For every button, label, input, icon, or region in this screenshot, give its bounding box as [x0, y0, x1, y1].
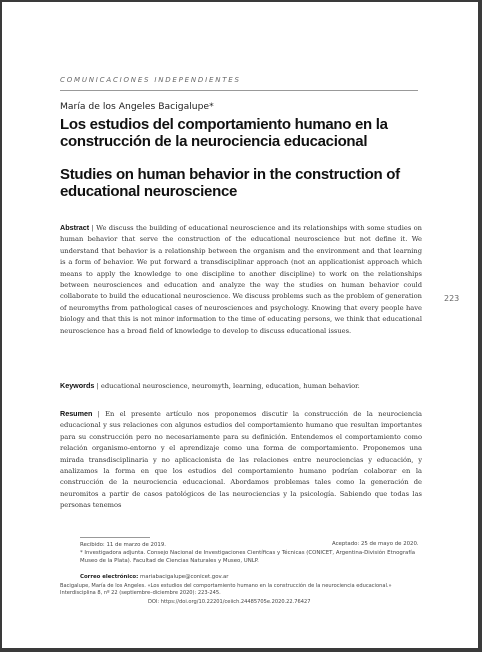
title-english: Studies on human behavior in the construction of educational neuroscience [60, 166, 400, 200]
section-label: COMUNICACIONES INDEPENDIENTES [60, 76, 241, 84]
keywords-text: educational neuroscience, neuromyth, learning, education, human behavior. [100, 382, 360, 390]
page-number: 223 [444, 294, 460, 303]
doi-link[interactable]: DOI: https://doi.org/10.22201/ceiich.24485705e.2020.22.76427 [148, 599, 311, 605]
email-address[interactable]: mariabacigalupe@conicet.gov.ar [139, 574, 229, 580]
investigator-note: * Investigadora adjunta. Consejo Nacional de Investigaciones Científicas y Técnicas (CONICET, Argentina-División Etnografía Museo de la Plata). Facultad de Ciencias Naturales y Museo, UNLP. [80, 550, 416, 565]
received-date: Recibido: 11 de marzo de 2019. [80, 542, 166, 548]
abstract-paragraph: Abstract | We discuss the building of educational neuroscience and its relationships with some studies on human behavior that serve the construction of the educational neuroscience but not define it. We understand that behavior is a relationship between the organism and the environment and that learning is a form of behavior. We put forward a transdisciplinar approach (not an applicationist approach which means to apply the knowledge to one discipline to another discipline) to work on the relationships between neurosciences and education and analyze the way the studies on human behavior could collaborate to build the educational neuroscience. We discuss problems such as the problem of generation of neuromyths from pathological cases of neurosciences and psychology. Knowing that every people have biology and that this is not minor information to the time of educating persons, we think that educational neuroscience has a broad field of knowledge to develop to discuss educational issues. [60, 223, 422, 335]
footnote-rule [80, 537, 150, 538]
resumen-paragraph: Resumen | En el presente artículo nos proponemos discutir la construcción de la neurociencia educacional y sus relaciones con algunos estudios del comportamiento humano que resultan importantes para su construcción pero no necesariamente para su definición. Entendemos el comportamiento como relación organismo-entorno y el aprendizaje como una forma de comportamiento. Proponemos una mirada transdisciplinaria y no aplicacionista de las relaciones entre neurociencias y educación, y analizamos la forma en que los estudios del comportamiento humano podrían colaborar en la construcción de la neurociencia educacional. Abordamos problemas tales como la generación de neuromitos a partir de casos patológicos de las neurociencias y la psicología. Sabiendo que todas las personas tenemos [60, 409, 422, 510]
email-line [80, 573, 420, 581]
abstract-label: Abstract [60, 223, 90, 232]
title-spanish: Los estudios del comportamiento humano en la construcción de la neurociencia educacional [60, 116, 388, 150]
author-name: María de los Angeles Bacigalupe* [60, 101, 214, 112]
resumen-text: En el presente artículo nos proponemos discutir la construcción de la neurociencia educacional y sus relaciones con algunos estudios del comportamiento humano que resultan importantes para su construcción pero no necesariamente para su definición. Entendemos el comportamiento como relación organismo-entorno y el aprendizaje como una forma de comportamiento. Proponemos una mirada transdisciplinaria y no aplicacionista de las relaciones entre neurociencias y educación, y analizamos la forma en que los estudios del comportamiento humano podrían colaborar en la construcción de la neurociencia educacional. Abordamos problemas tales como la generación de neuromitos a partir de casos patológicos de las neurociencias y la psicología. Sabiendo que todas las personas tenemos [60, 410, 422, 510]
header-rule [60, 90, 418, 91]
document-page [2, 2, 478, 648]
email-label: Correo electrónico: [80, 574, 139, 580]
citation-text: Bacigalupe, María de los Angeles. «Los estudios del comportamiento humano en la construcción de la neurociencia educacional.» Interdisciplina 8, nº 22 (septiembre–diciembre 2020): 223-245. [60, 583, 392, 597]
keywords-label: Keywords [60, 381, 95, 390]
resumen-label: Resumen [60, 409, 93, 418]
abstract-text: We discuss the building of educational neuroscience and its relationships with some studies on human behavior that serve the construction of the educational neuroscience but not define it. We understand that behavior is a relationship between the organism and the environment and that learning is a form of behavior. We put forward a transdisciplinar approach (not an applicationist approach which means to apply the knowledge to one discipline to another discipline) to work on the relationships between neurosciences and education and analyze the way the studies on human behavior could collaborate to build the educational neuroscience. We discuss problems such as the problem of generation of neuromyths from pathological cases of neurosciences and psychology. Knowing that every people have biology and that this is not minor information to the time of educating persons, we think that educational neuroscience has a broad field of knowledge to develop to discuss educational issues. [60, 224, 422, 335]
accepted-date: Aceptado: 25 de mayo de 2020. [332, 541, 419, 547]
keywords-paragraph: Keywords | educational neuroscience, neuromyth, learning, education, human behavior. [60, 381, 360, 390]
